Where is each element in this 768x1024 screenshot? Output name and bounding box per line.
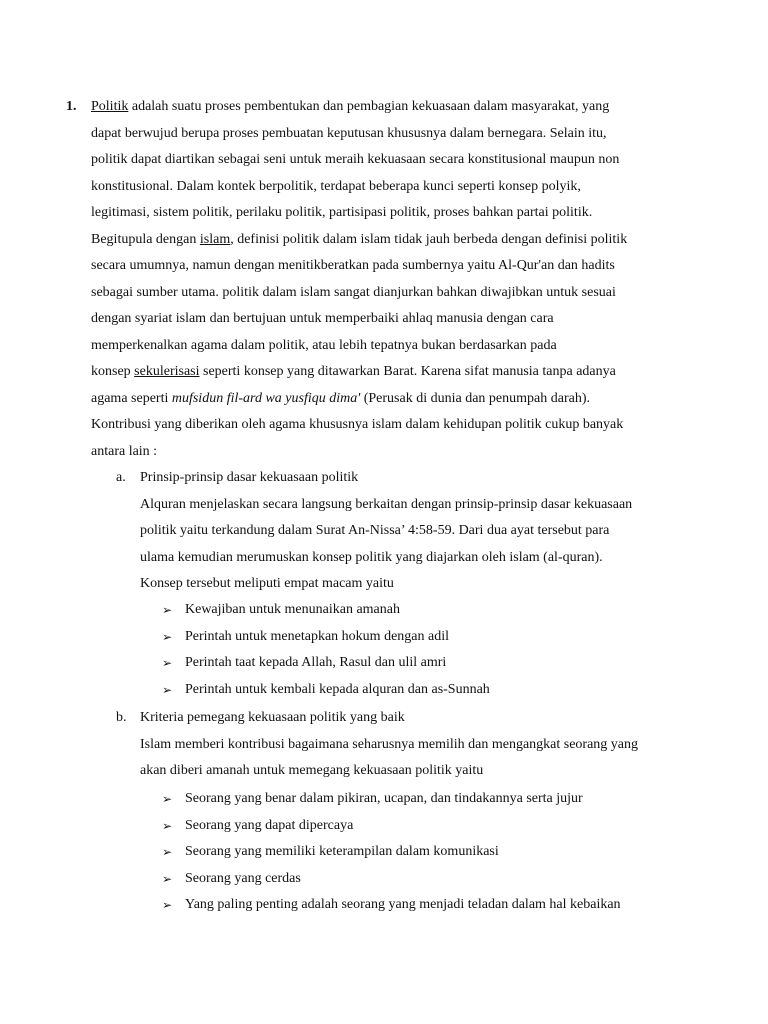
intro-text: (Perusak di dunia dan penumpah darah). bbox=[360, 390, 590, 406]
intro-line: antara lain : bbox=[91, 443, 158, 459]
section-a-text: ulama kemudian merumuskan konsep politik yang diajarkan oleh islam (al-quran). bbox=[140, 549, 603, 565]
intro-paragraph bbox=[91, 94, 681, 465]
list-number: 1. bbox=[66, 99, 77, 114]
arrow-bullet-icon: ➢ bbox=[162, 656, 173, 670]
list-item: ➢ Seorang yang memiliki keterampilan dalam komunikasi bbox=[162, 839, 722, 866]
section-a-heading: Prinsip-prinsip dasar kekuasaan politik bbox=[140, 470, 359, 485]
intro-line: Kontribusi yang diberikan oleh agama khususnya islam dalam kehidupan politik cukup banyak bbox=[91, 417, 624, 432]
politik-link[interactable]: Politik bbox=[91, 99, 129, 114]
intro-line bbox=[91, 359, 681, 386]
arrow-bullet-icon: ➢ bbox=[162, 818, 173, 833]
section-b-text: Islam memberi kontribusi bagaimana seharusnya memilih dan mengangkat seorang yang bbox=[140, 736, 639, 752]
intro-line: secara umumnya, namun dengan menitikberatkan pada sumbernya yaitu Al-Qur'an dan hadits bbox=[91, 258, 615, 273]
section-b-heading: Kriteria pemegang kekuasaan politik yang baik bbox=[140, 710, 405, 725]
list-item: ➢ Seorang yang cerdas bbox=[162, 866, 722, 893]
intro-text: seperti konsep yang ditawarkan Barat. Karena sifat manusia tanpa adanya bbox=[199, 364, 616, 379]
list-item: ➢ Perintah untuk menetapkan hokum dengan adil bbox=[162, 624, 722, 651]
list-item: ➢ Yang paling penting adalah seorang yang menjadi teladan dalam hal kebaikan bbox=[162, 892, 722, 919]
intro-line: konstitusional. Dalam kontek berpolitik, terdapat beberapa kunci seperti konsep polyik, bbox=[91, 178, 581, 194]
intro-line: memperkenalkan agama dalam politik, atau lebih tepatnya bukan berdasarkan pada bbox=[91, 337, 557, 353]
intro-line: sebagai sumber utama. politik dalam islam sangat dianjurkan bahkan diwajibkan untuk sesuai bbox=[91, 284, 616, 300]
section-a bbox=[140, 465, 700, 598]
intro-text: , definisi politik dalam islam tidak jauh berbeda dengan definisi politik bbox=[230, 231, 628, 247]
section-a-text: Konsep tersebut meliputi empat macam yaitu bbox=[140, 576, 394, 591]
intro-line bbox=[91, 94, 681, 121]
intro-text: konsep bbox=[91, 364, 135, 379]
arrow-bullet-icon: ➢ bbox=[162, 845, 173, 859]
list-item: ➢ Perintah taat kepada Allah, Rasul dan ulil amri bbox=[162, 650, 722, 677]
intro-line: dapat berwujud berupa proses pembuatan keputusan khususnya dalam bernegara. Selain itu, bbox=[91, 125, 607, 141]
arrow-bullet-icon: ➢ bbox=[162, 603, 173, 617]
arrow-bullet-icon: ➢ bbox=[162, 629, 173, 644]
intro-line bbox=[91, 227, 681, 254]
italic-phrase: mufsidun fil-ard wa yusfiqu dima' bbox=[171, 390, 361, 406]
section-b bbox=[140, 705, 700, 785]
sekulerisasi-link[interactable]: sekulerisasi bbox=[134, 364, 200, 379]
intro-line: legitimasi, sistem politik, perilaku politik, partisipasi politik, proses bahkan partai politik. bbox=[91, 205, 593, 220]
arrow-bullet-icon: ➢ bbox=[162, 871, 173, 886]
section-b-bullets bbox=[162, 786, 722, 919]
arrow-bullet-icon: ➢ bbox=[162, 682, 173, 697]
arrow-bullet-icon: ➢ bbox=[162, 898, 173, 912]
list-item: ➢ Seorang yang benar dalam pikiran, ucapan, dan tindakannya serta jujur bbox=[162, 786, 722, 813]
intro-line: politik dapat diartikan sebagai seni untuk meraih kekuasaan secara konstitusional maupun non bbox=[91, 152, 620, 167]
intro-text: agama seperti bbox=[91, 390, 172, 406]
islam-link[interactable]: islam bbox=[199, 231, 231, 247]
section-b-text: akan diberi amanah untuk memegang kekuasaan politik yaitu bbox=[140, 763, 484, 778]
intro-line bbox=[91, 386, 681, 413]
section-a-text: Alquran menjelaskan secara langsung berkaitan dengan prinsip-prinsip dasar kekuasaan bbox=[140, 496, 633, 512]
list-item: ➢ Perintah untuk kembali kepada alquran dan as-Sunnah bbox=[162, 677, 722, 704]
section-a-marker: a. bbox=[116, 470, 126, 485]
section-a-bullets bbox=[162, 597, 722, 703]
intro-text: adalah suatu proses pembentukan dan pembagian kekuasaan dalam masyarakat, yang bbox=[128, 99, 610, 114]
arrow-bullet-icon: ➢ bbox=[162, 792, 173, 806]
section-b-marker: b. bbox=[116, 710, 127, 725]
intro-text: Begitupula dengan bbox=[91, 231, 200, 247]
list-item: ➢ Kewajiban untuk menunaikan amanah bbox=[162, 597, 722, 624]
intro-line: dengan syariat islam dan bertujuan untuk memperbaiki ahlaq manusia dengan cara bbox=[91, 311, 554, 326]
list-item: ➢ Seorang yang dapat dipercaya bbox=[162, 813, 722, 840]
section-a-text: politik yaitu terkandung dalam Surat An-Nissa’ 4:58-59. Dari dua ayat tersebut para bbox=[140, 523, 610, 538]
